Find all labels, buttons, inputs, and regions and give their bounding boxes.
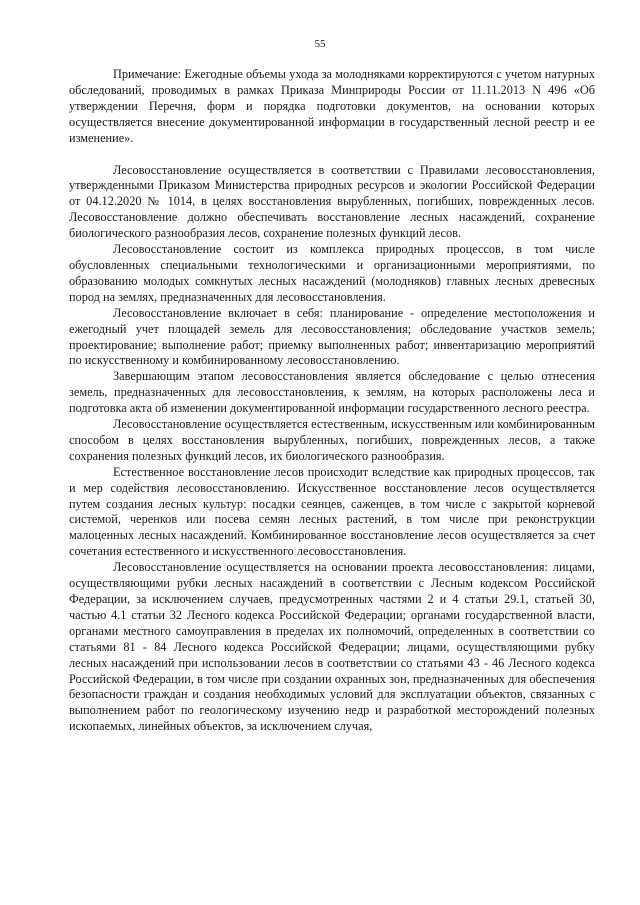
page-number: 55: [314, 38, 326, 50]
document-body: [69, 67, 595, 735]
body-paragraph: Лесовосстановление включает в себя: планирование - определение местоположения и ежегодный учет площадей земель для лесовосстановления; обследование участков земель; проектирование; выполнение работ; приемку выполненных работ; инвентаризацию мероприятий по искусственному и комбинированному лесовосстановлению.: [69, 305, 595, 368]
body-paragraph: Лесовосстановление осуществляется в соответствии с Правилами лесовосстановления, утвержденными Приказом Министерства природных ресурсов и экологии Российской Федерации от 04.12.2020 № 1014, в целях восстановления вырубленных, погибших, поврежденных лесов. Лесовосстановление должно обеспечивать восстановление лесных насаждений, сохранение биологического разнообразия лесов, сохранение полезных функций лесов.: [69, 162, 595, 241]
body-paragraph: Завершающим этапом лесовосстановления является обследование с целью отнесения земель, предназначенных для лесовосстановления, к землям, на которых расположены леса и подготовка акта об изменении документированной информации государственного лесного реестра.: [69, 369, 595, 416]
body-paragraph: Лесовосстановление осуществляется на основании проекта лесовосстановления: лицами, осуществляющими рубки лесных насаждений в соответствии с Лесным кодексом Российской Федерации, за исключением случаев, предусмотренных частями 2 и 4 статьи 29.1, статьей 30, частью 4.1 статьи 32 Лесного кодекса Российской Федерации; органами государственной власти, органами местного самоуправления в пределах их полномочий, определенных в соответствии со статьями 81 - 84 Лесного кодекса Российской Федерации; лицами, осуществляющими рубку лесных насаждений при использовании лесов в соответствии со статьями 43 - 46 Лесного кодекса Российской Федерации, в том числе при создании охранных зон, предназначенных для обеспечения безопасности граждан и создания необходимых условий для эксплуатации объектов, связанных с выполнением работ по геологическому изучению недр и разработкой месторождений полезных ископаемых, линейных объектов, за исключением случая,: [69, 560, 595, 734]
body-paragraph: Естественное восстановление лесов происходит вследствие как природных процессов, так и мер содействия лесовосстановлению. Искусственное восстановление лесов осуществляется путем создания лесных культур: посадки сеянцев, саженцев, в том числе с закрытой корневой системой, черенков или посева семян лесных растений, в том числе при реконструкции малоценных лесных насаждений. Комбинированное восстановление лесов осуществляется за счет сочетания естественного и искусственного лесовосстановления.: [69, 464, 595, 559]
note-paragraph: Примечание: Ежегодные объемы ухода за молодняками корректируются с учетом натурных обследований, проводимых в рамках Приказа Минприроды России от 11.11.2013 N 496 «Об утверждении Перечня, форм и порядка подготовки документов, на основании которых осуществляется внесение документированной информации в государственный лесной реестр и ее изменение».: [69, 67, 595, 145]
body-paragraph: Лесовосстановление осуществляется естественным, искусственным или комбинированным способом в целях восстановления вырубленных, погибших, поврежденных лесов, а также сохранения полезных функций лесов, их биологического разнообразия.: [69, 417, 595, 463]
body-paragraph: Лесовосстановление состоит из комплекса природных процессов, в том числе обусловленных специальными технологическими и организационными мероприятиями, по образованию молодых сомкнутых лесных насаждений (молодняков) главных лесных древесных пород на землях, предназначенных для лесовосстановления.: [69, 242, 595, 304]
